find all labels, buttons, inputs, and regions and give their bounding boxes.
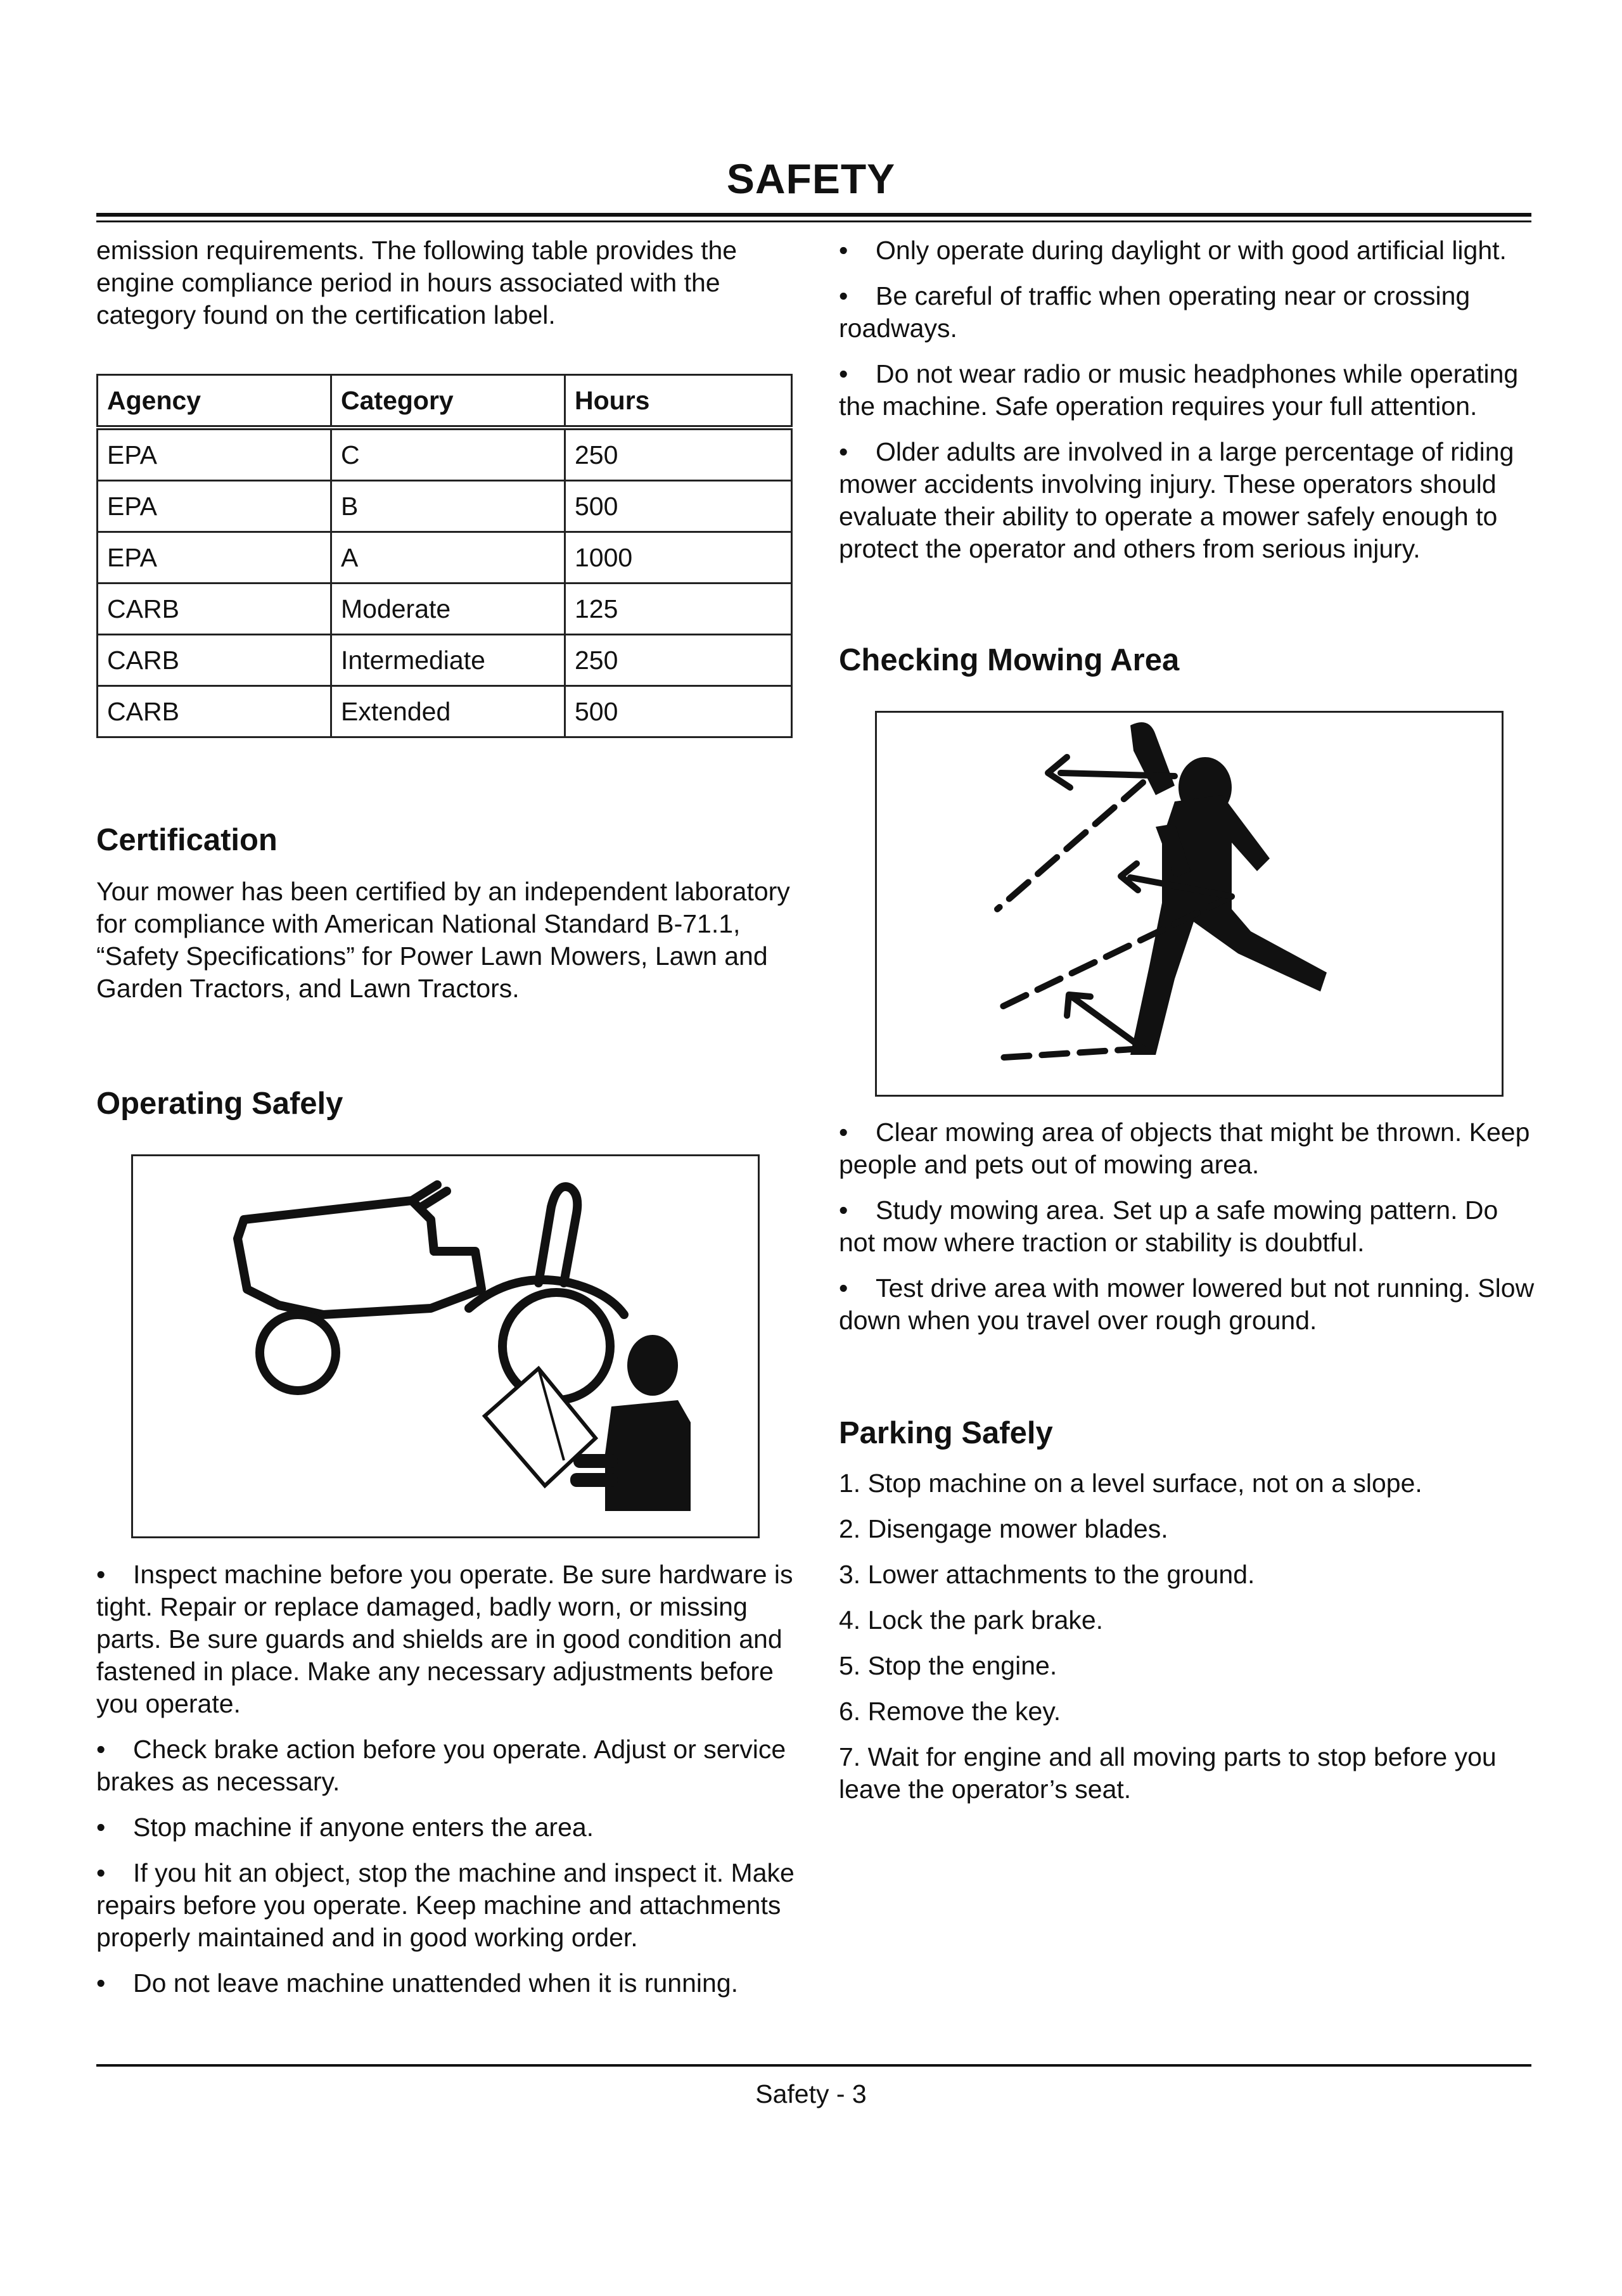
table-cell: 250 [565, 428, 792, 481]
certification-heading: Certification [96, 823, 278, 857]
list-item [839, 1194, 1536, 1259]
table-cell: EPA [98, 532, 331, 584]
bullet-glyph: • [839, 281, 848, 310]
checking-bullets [839, 1116, 1536, 1350]
compliance-table [96, 374, 793, 738]
footer-rule [96, 2064, 1531, 2067]
bullet-glyph: • [96, 1735, 106, 1764]
list-item: 5. Stop the engine. [839, 1651, 1057, 1680]
bullet-text: Be careful of traffic when operating near or crossing roadways. [839, 281, 1471, 343]
list-item: 1. Stop machine on a level surface, not on a slope. [839, 1469, 1422, 1498]
table-cell: 500 [565, 481, 792, 532]
table-cell: 500 [565, 686, 792, 737]
list-item: 3. Lower attachments to the ground. [839, 1560, 1255, 1589]
operating-heading-wrap [96, 1085, 796, 1123]
list-item [839, 1272, 1536, 1337]
table-cell: 250 [565, 635, 792, 686]
table-cell: B [331, 481, 565, 532]
right-column [839, 234, 1536, 578]
page-number: Safety - 3 [755, 2079, 867, 2108]
bullet-glyph: • [839, 1118, 848, 1147]
list-item: 6. Remove the key. [839, 1697, 1061, 1726]
list-item [839, 1116, 1536, 1181]
bullet-glyph: • [839, 359, 848, 388]
table-cell: Moderate [331, 584, 565, 635]
table-row [98, 532, 792, 584]
table-cell: Extended [331, 686, 565, 737]
list-item: 7. Wait for engine and all moving parts to stop before you leave the operator’s seat. [839, 1742, 1497, 1804]
bullet-text: Do not wear radio or music headphones while operating the machine. Safe operation requires your full attention. [839, 359, 1519, 421]
list-item: 4. Lock the park brake. [839, 1605, 1104, 1635]
list-item [96, 1733, 796, 1798]
tractor-figure [131, 1154, 760, 1538]
list-item [839, 280, 1536, 345]
bullet-glyph: • [839, 1273, 848, 1303]
bullet-text: Check brake action before you operate. Adjust or service brakes as necessary. [96, 1735, 786, 1796]
bullet-glyph: • [96, 1858, 106, 1887]
table-header-row [98, 375, 792, 428]
checking-heading: Checking Mowing Area [839, 643, 1180, 677]
thrown-objects-illustration [877, 713, 1502, 1095]
bullet-text: Inspect machine before you operate. Be sure hardware is tight. Repair or replace damaged, badly worn, or missing parts. Be sure guards and shields are in good condition and fastened in place. Make any necessary adjustments before you operate. [96, 1560, 793, 1718]
table-row [98, 635, 792, 686]
bullet-glyph: • [96, 1813, 106, 1842]
parking-list [839, 1467, 1536, 1806]
list-item [96, 1967, 796, 1999]
bullet-glyph: • [839, 1196, 848, 1225]
operating-heading: Operating Safely [96, 1087, 343, 1121]
table-cell: Intermediate [331, 635, 565, 686]
intro-paragraph: emission requirements. The following table provides the engine compliance period in hours associated with the category found on the certification label. [96, 236, 738, 329]
tractor-warning-illustration [133, 1156, 758, 1536]
table-cell: CARB [98, 584, 331, 635]
bullet-glyph: • [839, 437, 848, 466]
table-cell: CARB [98, 686, 331, 737]
bullet-text: Stop machine if anyone enters the area. [133, 1813, 594, 1842]
checking-heading-wrap [839, 641, 1536, 679]
list-item [96, 1811, 796, 1844]
table-cell: 125 [565, 584, 792, 635]
table-header-agency: Agency [98, 375, 331, 428]
table-cell: EPA [98, 481, 331, 532]
table-row [98, 428, 792, 481]
table-cell: CARB [98, 635, 331, 686]
table-row [98, 686, 792, 737]
list-item [839, 436, 1536, 565]
thrown-objects-figure [875, 711, 1504, 1097]
table-cell: A [331, 532, 565, 584]
table-cell: 1000 [565, 532, 792, 584]
list-item [96, 1857, 796, 1954]
bullet-glyph: • [96, 1560, 106, 1589]
page-title: SAFETY [726, 155, 896, 202]
list-item [839, 234, 1536, 267]
table-cell: EPA [98, 428, 331, 481]
bullet-text: Do not leave machine unattended when it is running. [133, 1968, 739, 1998]
table-header-hours: Hours [565, 375, 792, 428]
parking-heading: Parking Safely [839, 1416, 1053, 1450]
list-item [96, 1559, 796, 1720]
bullet-text: If you hit an object, stop the machine and inspect it. Make repairs before you operate. Keep machine and attachments properly maintained and in good working order. [96, 1858, 795, 1952]
bullet-text: Older adults are involved in a large percentage of riding mower accidents involving injury. These operators should evaluate their ability to operate a mower safely enough to protect the operator and others from serious injury. [839, 437, 1514, 563]
table-header-category: Category [331, 375, 565, 428]
bullet-glyph: • [96, 1968, 106, 1998]
certification-section [96, 821, 796, 1005]
bullet-text: Study mowing area. Set up a safe mowing pattern. Do not mow where traction or stability is doubtful. [839, 1196, 1498, 1257]
certification-body: Your mower has been certified by an independent laboratory for compliance with American National Standard B-71.1, “Safety Specifications” for Power Lawn Mowers, Lawn and Garden Tractors, and Lawn Tractors. [96, 877, 790, 1003]
table-row [98, 584, 792, 635]
left-column [96, 234, 796, 331]
table-row [98, 481, 792, 532]
parking-section [839, 1414, 1536, 1819]
header-rule-thin [96, 220, 1531, 222]
operating-bullets [96, 1559, 796, 2013]
bullet-text: Only operate during daylight or with good artificial light. [876, 236, 1507, 265]
table-cell: C [331, 428, 565, 481]
list-item [839, 358, 1536, 423]
list-item: 2. Disengage mower blades. [839, 1514, 1168, 1543]
bullet-glyph: • [839, 236, 848, 265]
bullet-text: Clear mowing area of objects that might be thrown. Keep people and pets out of mowing area. [839, 1118, 1530, 1179]
bullet-text: Test drive area with mower lowered but not running. Slow down when you travel over rough ground. [839, 1273, 1535, 1335]
header-rule [96, 213, 1531, 217]
